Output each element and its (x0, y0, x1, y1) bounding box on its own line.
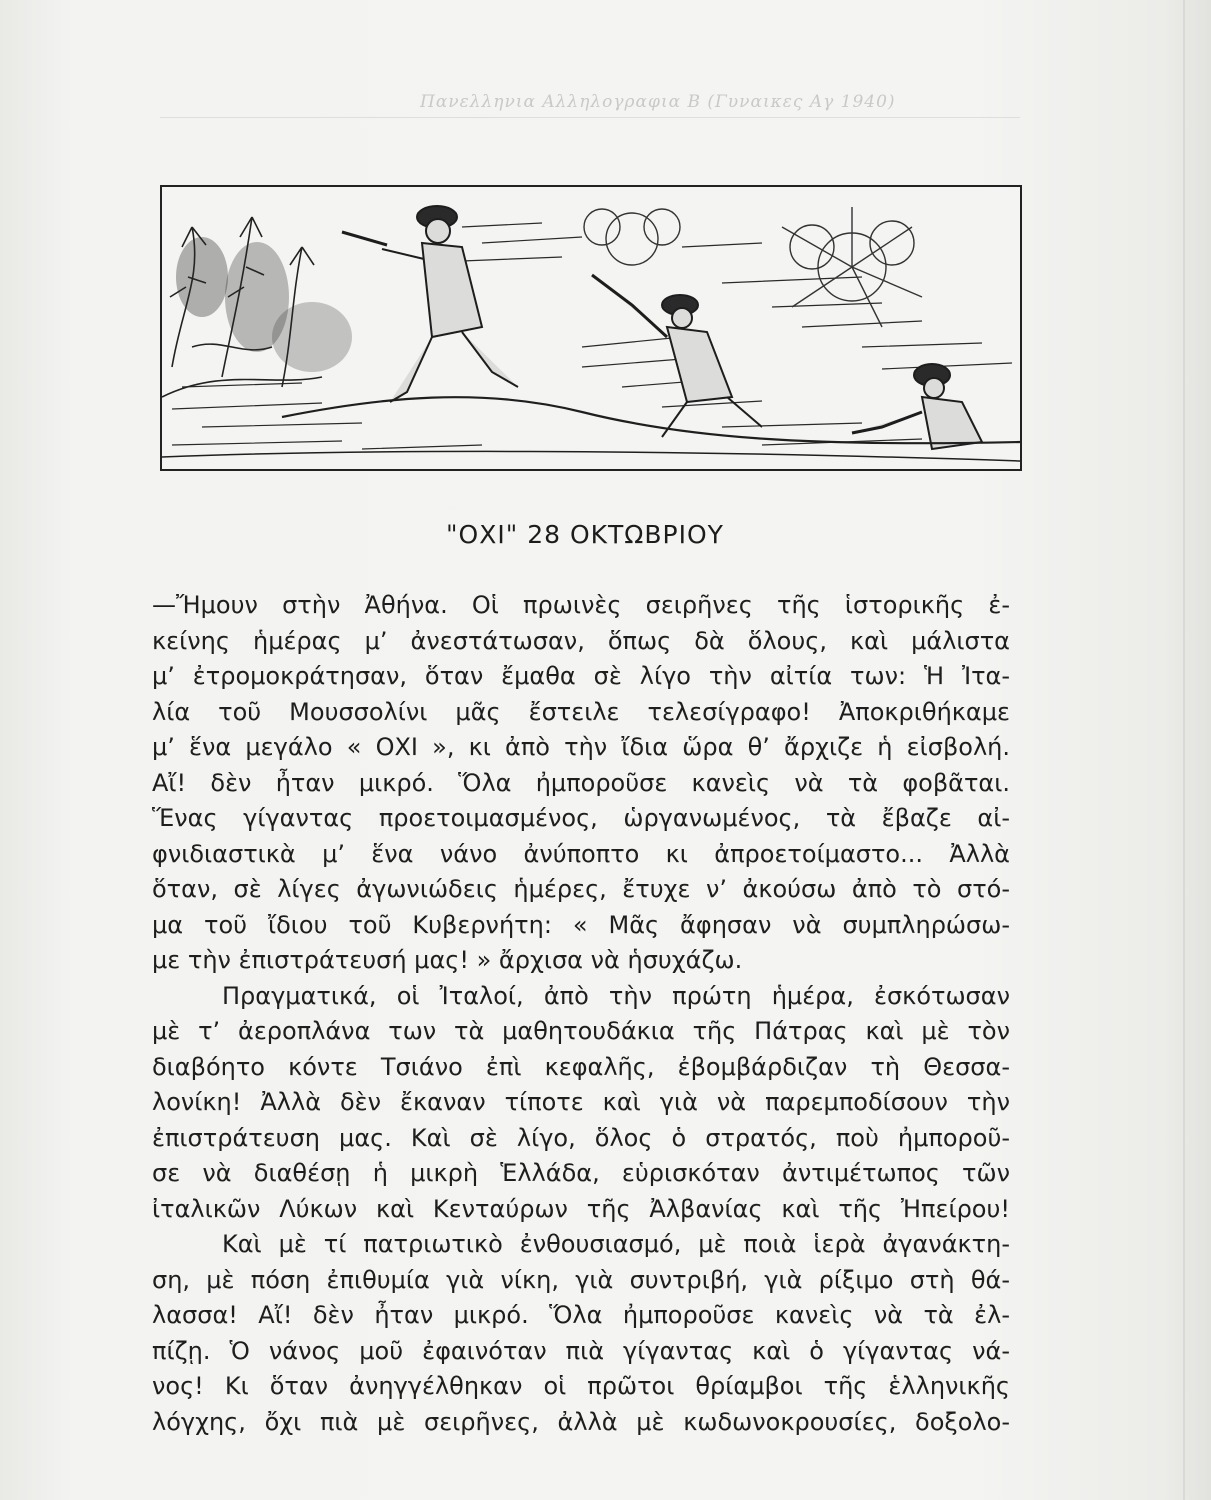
text-line: Αἴ! δὲν ἦταν μικρό. Ὅλα ἠμποροῦσε κανεὶς νὰ τὰ φοβᾶται. (152, 768, 1010, 797)
article-body (152, 588, 1010, 1440)
running-header: Πανελληνια Αλληλογραφια Β (Γυναικες Αγ 1940) (420, 92, 896, 112)
text-line: ὅταν, σὲ λίγες ἀγωνιώδεις ἡμέρες, ἔτυχε ν’ ἀκούσω ἀπὸ τὸ στό- (152, 875, 1010, 903)
text-line: διαβόητο κόντε Τσιάνο ἐπὶ κεφαλῆς, ἐβομβάρδιζαν τὴ Θεσσα- (152, 1052, 1010, 1081)
text-line: Καὶ μὲ τί πατριωτικὸ ἐνθουσιασμό, μὲ ποιὰ ἱερὰ ἀγανάκτη- (222, 1230, 1010, 1258)
title-rest: 28 ΟΚΤΩΒΡΙΟΥ (527, 520, 724, 549)
text-line: ση, μὲ πόση ἐπιθυμία γιὰ νίκη, γιὰ συντριβή, γιὰ ρίξιμο στὴ θά- (152, 1265, 1010, 1294)
paragraph-2 (152, 979, 1010, 1228)
text-line: κείνης ἡμέρας μ’ ἀνεστάτωσαν, ὅπως δὰ ὅλους, καὶ μάλιστα (152, 626, 1010, 655)
battle-illustration (160, 185, 1022, 471)
text-line: Πραγματικά, οἱ Ἰταλοί, ἀπὸ τὴν πρώτη ἡμέρα, ἐσκότωσαν (222, 981, 1010, 1010)
text-line: ἰταλικῶν Λύκων καὶ Κενταύρων τῆς Ἀλβανίας καὶ τῆς Ἠπείρου! (152, 1194, 1010, 1223)
illustration-drawing (162, 187, 1020, 469)
text-line: μα τοῦ ἴδιου τοῦ Κυβερνήτη: « Μᾶς ἄφησαν νὰ συμπληρώσω- (152, 910, 1010, 939)
text-line: σε νὰ διαθέσῃ ἡ μικρὴ Ἑλλάδα, εὑρισκόταν ἀντιμέτωπος τῶν (152, 1159, 1010, 1187)
text-line: μὲ τ’ ἀεροπλάνα των τὰ μαθητουδάκια τῆς Πάτρας καὶ μὲ τὸν (152, 1017, 1010, 1045)
text-line: νος! Κι ὅταν ἀνηγγέλθηκαν οἱ πρῶτοι θρίαμβοι τῆς ἑλληνικῆς (152, 1372, 1010, 1400)
header-rule (160, 117, 1020, 118)
soldier-middle (592, 275, 762, 437)
text-line: —Ἤμουν στὴν Ἀθήνα. Οἱ πρωινὲς σειρῆνες τῆς ἱστορικῆς ἐ- (152, 591, 1010, 619)
title-close-quote: " (505, 520, 519, 549)
text-line: λόγχης, ὄχι πιὰ μὲ σειρῆνες, ἀλλὰ μὲ κωδωνοκρουσίες, δοξολο- (152, 1407, 1010, 1436)
text-line: λία τοῦ Μουσσολίνι μᾶς ἔστειλε τελεσίγραφο! Ἀποκριθήκαμε (152, 697, 1010, 726)
ground-line (162, 451, 1020, 461)
text-line: λονίκη! Ἀλλὰ δὲν ἔκαναν τίποτε καὶ γιὰ νὰ παρεμποδίσουν τὴν (152, 1088, 1010, 1116)
text-line: ἐπιστράτευση μας. Καὶ σὲ λίγο, ὅλος ὁ στρατός, ποὺ ἠμποροῦ- (152, 1123, 1010, 1152)
page-fold-line (1183, 0, 1185, 1500)
hill-ridge (282, 397, 1020, 443)
paragraph-3 (152, 1227, 1010, 1440)
title-word: ΟΧΙ (458, 520, 506, 549)
text-line: μ’ ἐτρομοκράτησαν, ὅταν ἔμαθα σὲ λίγο τὴν αἰτία των: Ἡ Ἰτα- (152, 662, 1010, 690)
soldier-right (852, 364, 982, 449)
title-open-quote: " (446, 520, 459, 549)
text-line: λασσα! Αἴ! δὲν ἦταν μικρό. Ὅλα ἠμποροῦσε κανεὶς νὰ τὰ ἐλ- (152, 1301, 1010, 1329)
text-line: πίζῃ. Ὁ νάνος μοῦ ἐφαινόταν πιὰ γίγαντας καὶ ὁ γίγαντας νά- (152, 1336, 1010, 1365)
text-line: μ’ ἕνα μεγάλο « ΟΧΙ », κι ἀπὸ τὴν ἴδια ὥρα θ’ ἄρχιζε ἡ εἰσβολή. (152, 733, 1010, 761)
text-line: με τὴν ἐπιστράτευσή μας! » ἄρχισα νὰ ἡσυχάζω. (152, 946, 743, 974)
soldier-front (342, 206, 518, 402)
page-title (160, 520, 1010, 549)
paragraph-1 (152, 588, 1010, 979)
foliage-blots (176, 237, 352, 372)
text-line: φνιδιαστικὰ μ’ ἕνα νάνο ἀνύποπτο κι ἀπροετοίμαστο... Ἀλλὰ (152, 839, 1010, 868)
text-line: Ἕνας γίγαντας προετοιμασμένος, ὡργανωμένος, τὰ ἔβαζε αἰ- (152, 804, 1010, 832)
